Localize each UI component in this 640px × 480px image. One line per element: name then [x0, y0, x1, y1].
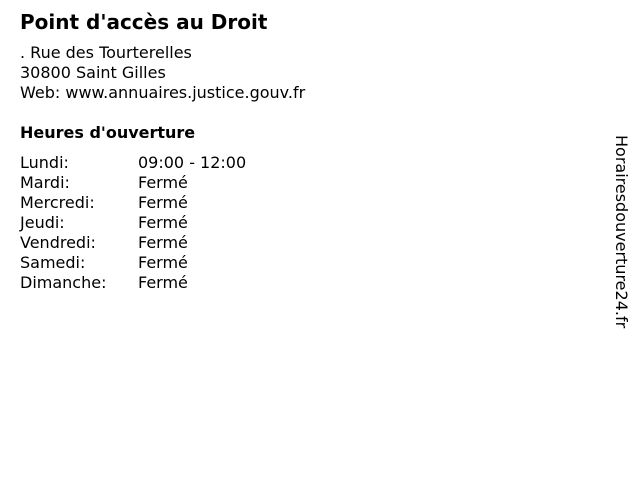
- hours-row-saturday: [20, 253, 246, 273]
- hours-row-tuesday: [20, 173, 246, 193]
- street-address: . Rue des Tourterelles: [20, 43, 192, 62]
- hours-value: Fermé: [138, 253, 188, 272]
- watermark-text: Horairesdouverture24.fr: [612, 135, 631, 329]
- page-title: Point d'accès au Droit: [20, 10, 268, 34]
- watermark: [612, 135, 632, 345]
- hours-value: Fermé: [138, 213, 188, 232]
- day-label: Samedi:: [20, 253, 86, 272]
- hours-row-sunday: [20, 273, 246, 293]
- day-label: Mardi:: [20, 173, 70, 192]
- hours-row-thursday: [20, 213, 246, 233]
- hours-row-wednesday: [20, 193, 246, 213]
- address-block: [20, 43, 305, 103]
- day-label: Dimanche:: [20, 273, 107, 292]
- day-label: Mercredi:: [20, 193, 95, 212]
- website-line: Web: www.annuaires.justice.gouv.fr: [20, 83, 306, 102]
- hours-value: Fermé: [138, 233, 188, 252]
- opening-hours-heading: Heures d'ouverture: [20, 123, 196, 142]
- hours-row-friday: [20, 233, 246, 253]
- hours-value: Fermé: [138, 273, 188, 292]
- day-label: Vendredi:: [20, 233, 96, 252]
- postal-city: 30800 Saint Gilles: [20, 63, 166, 82]
- hours-value: Fermé: [138, 173, 188, 192]
- hours-value: Fermé: [138, 193, 188, 212]
- opening-hours-table: [20, 153, 246, 293]
- day-label: Lundi:: [20, 153, 69, 172]
- day-label: Jeudi:: [20, 213, 65, 232]
- hours-row-monday: [20, 153, 246, 173]
- hours-value: 09:00 - 12:00: [138, 153, 247, 172]
